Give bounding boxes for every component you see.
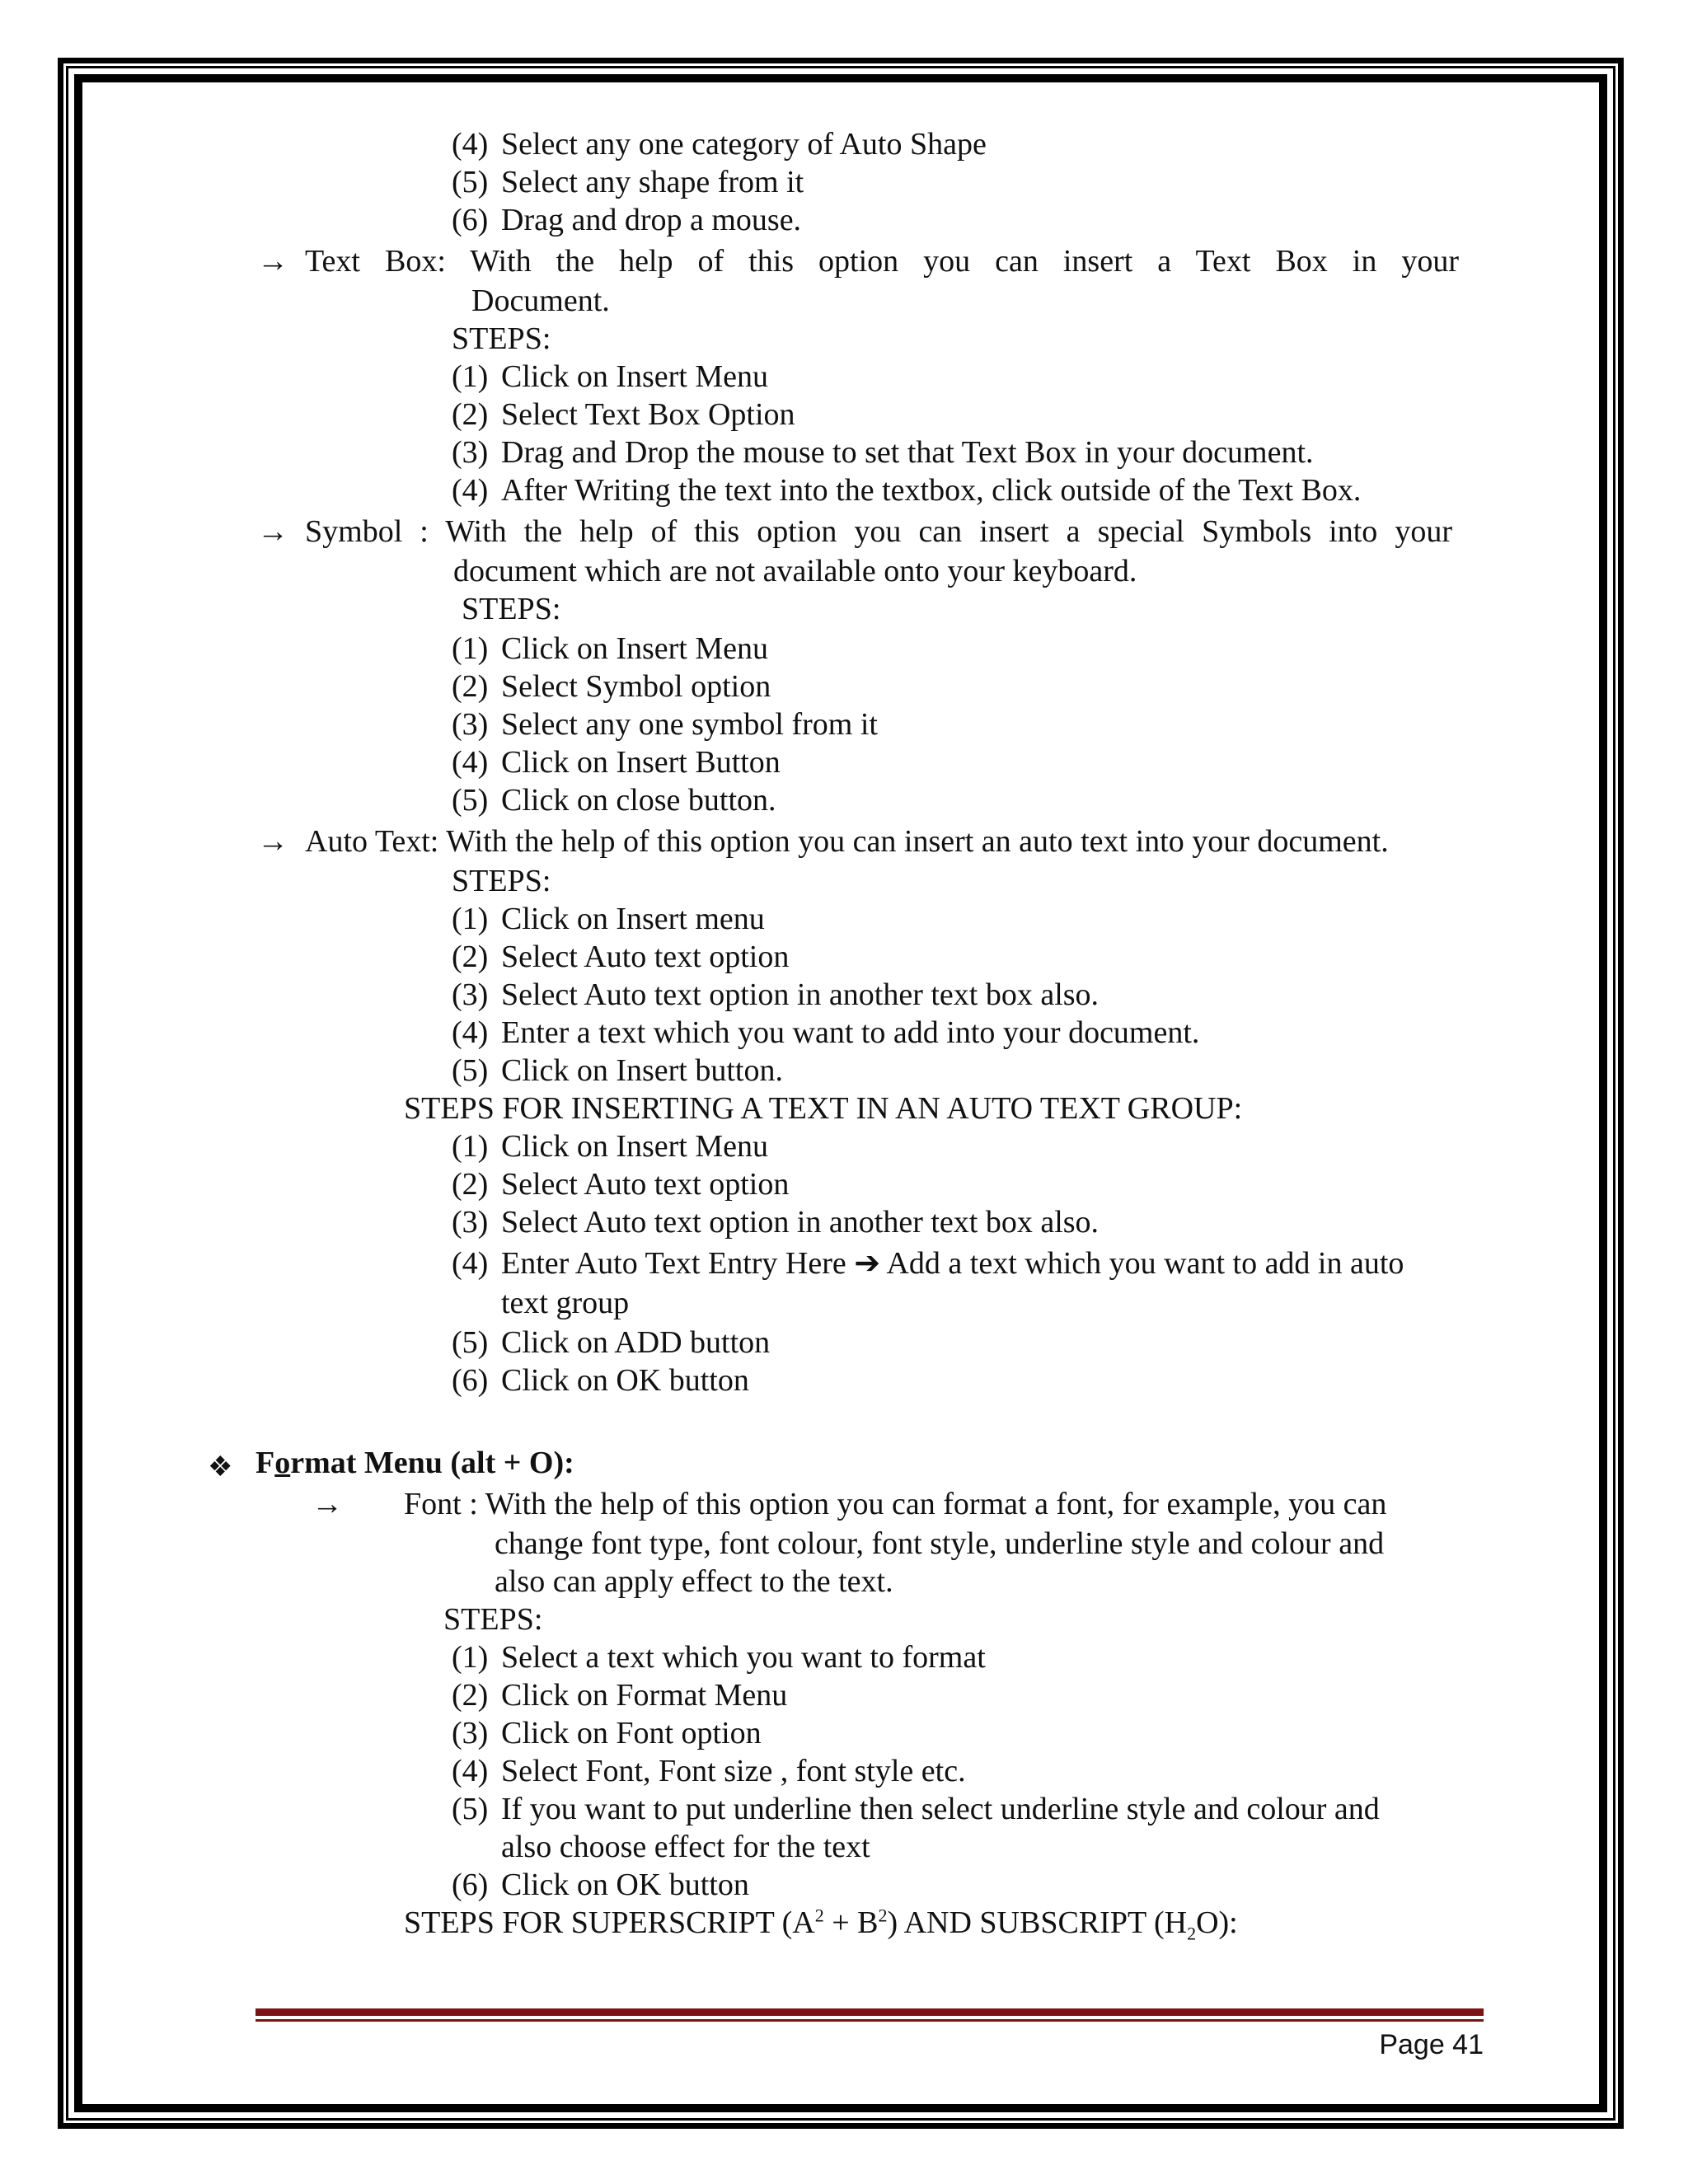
- steps-label: STEPS:: [452, 321, 551, 356]
- list-item: (1) Click on Insert menu: [452, 902, 765, 936]
- list-item: (3) Select Auto text option in another text box also.: [452, 1205, 1100, 1240]
- list-item: (5) Click on Insert button.: [452, 1053, 783, 1088]
- page-number: Page 41: [1379, 2029, 1484, 2060]
- list-item: (4) Enter Auto Text Entry Here ➔ Add a text which you want to add in auto: [452, 1246, 1404, 1281]
- list-item: (2) Select Text Box Option: [452, 397, 795, 432]
- font-description-cont: also can apply effect to the text.: [495, 1564, 893, 1599]
- autotext-description: Auto Text: With the help of this option you can insert an auto text into your document.: [305, 824, 1389, 859]
- font-description: Font : With the help of this option you can format a font, for example, you can: [404, 1487, 1387, 1521]
- section-subheading: STEPS FOR INSERTING A TEXT IN AN AUTO TEXT GROUP:: [404, 1091, 1243, 1126]
- list-item: (6) Click on OK button: [452, 1868, 749, 1902]
- list-item: (3) Drag and Drop the mouse to set that Text Box in your document.: [452, 435, 1314, 470]
- font-description-cont: change font type, font colour, font style, underline style and colour and: [495, 1526, 1385, 1561]
- list-item: (4) Click on Insert Button: [452, 745, 781, 780]
- bullet-diamond-icon: ❖: [208, 1452, 233, 1483]
- list-item: (6) Click on OK button: [452, 1363, 749, 1398]
- list-item: text group: [501, 1286, 630, 1320]
- list-item: (5) If you want to put underline then select underline style and colour and: [452, 1792, 1380, 1826]
- arrow-icon: →: [312, 1487, 343, 1521]
- list-item: (2) Select Symbol option: [452, 669, 771, 704]
- steps-label: STEPS:: [443, 1602, 543, 1637]
- symbol-description: Symbol : With the help of this option you can insert a special Symbols into your: [305, 514, 1452, 549]
- list-item: (1) Select a text which you want to format: [452, 1640, 986, 1675]
- superscript-heading: STEPS FOR SUPERSCRIPT $(A^2 + B^2)$ AND SUBSCRIPT $(H_2O)$:: [404, 1905, 1238, 1944]
- steps-label: STEPS:: [452, 864, 551, 898]
- list-item: (1) Click on Insert Menu: [452, 1129, 769, 1164]
- list-item: (4) Select any one category of Auto Shape: [452, 127, 987, 162]
- list-item: (4) Enter a text which you want to add into your document.: [452, 1015, 1200, 1050]
- list-item: (2) Select Auto text option: [452, 940, 790, 974]
- list-item: (4) After Writing the text into the textbox, click outside of the Text Box.: [452, 473, 1362, 508]
- list-item: also choose effect for the text: [501, 1830, 870, 1864]
- symbol-description-cont: document which are not available onto your keyboard.: [453, 554, 1137, 588]
- list-item: (3) Select Auto text option in another text box also.: [452, 977, 1100, 1012]
- list-item: (2) Click on Format Menu: [452, 1678, 788, 1713]
- list-item: (4) Select Font, Font size , font style etc.: [452, 1754, 966, 1788]
- arrow-icon: →: [257, 244, 288, 279]
- list-item: (3) Click on Font option: [452, 1716, 762, 1750]
- section-heading: Format Menu (alt + O):: [256, 1446, 574, 1480]
- list-item: (2) Select Auto text option: [452, 1167, 790, 1202]
- list-item: (5) Click on close button.: [452, 783, 776, 818]
- list-item: (3) Select any one symbol from it: [452, 707, 878, 742]
- list-item: (5) Select any shape from it: [452, 165, 804, 199]
- list-item: (1) Click on Insert Menu: [452, 631, 769, 666]
- footer-rule-thin: [256, 2019, 1484, 2022]
- list-item: (6) Drag and drop a mouse.: [452, 203, 802, 237]
- textbox-description: Text Box: With the help of this option you can insert a Text Box in your: [305, 244, 1459, 279]
- footer-rule: [256, 2008, 1484, 2016]
- steps-label: STEPS:: [462, 592, 561, 626]
- list-item: (1) Click on Insert Menu: [452, 359, 769, 394]
- arrow-icon: →: [257, 824, 288, 859]
- arrow-icon: →: [257, 514, 288, 549]
- textbox-description-cont: Document.: [471, 284, 610, 318]
- list-item: (5) Click on ADD button: [452, 1325, 771, 1360]
